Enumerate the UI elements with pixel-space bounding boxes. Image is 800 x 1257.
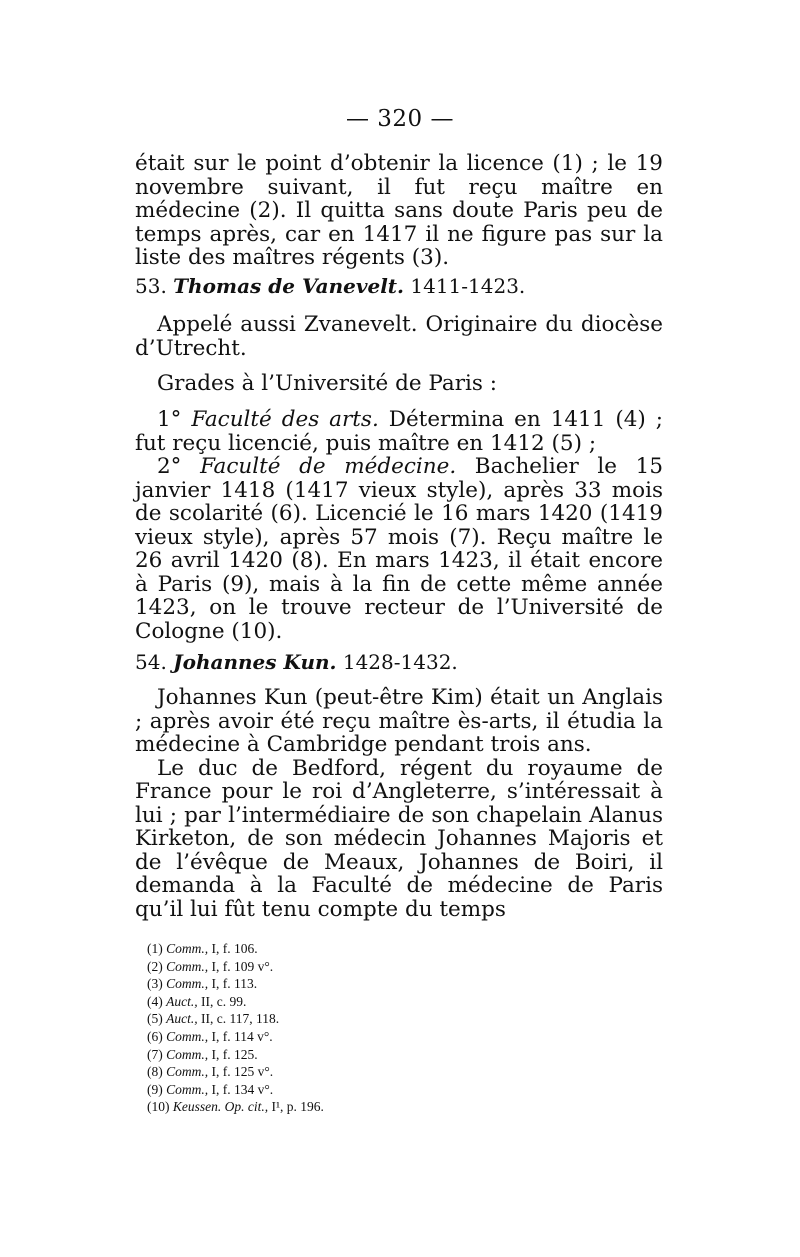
footnote-reference: I, f. 113. bbox=[211, 976, 258, 992]
entry-54-heading bbox=[135, 651, 663, 675]
entry-53-grades-intro: Grades à l’Université de Paris : bbox=[157, 371, 497, 396]
footnote-source: Comm., bbox=[166, 958, 209, 974]
entry-53-origin: Appelé aussi Zvanevelt. Originaire du diocèse d’Utrecht. bbox=[135, 312, 663, 361]
footnote-source: Comm., bbox=[166, 976, 209, 992]
footnote bbox=[147, 940, 324, 958]
entry-53-grades-intro-block bbox=[135, 372, 663, 396]
footnote-reference: I, f. 125. bbox=[211, 1046, 258, 1062]
footnote-source: Comm., bbox=[166, 1046, 209, 1062]
footnote-reference: I, f. 114 v°. bbox=[211, 1028, 273, 1044]
grade-2-faculty: Faculté de médecine. bbox=[200, 454, 457, 479]
footnote-source: Auct., bbox=[166, 1011, 198, 1027]
footnote-number: (1) bbox=[147, 941, 163, 956]
footnote-reference: I, f. 109 v°. bbox=[211, 958, 274, 974]
footnote bbox=[147, 1046, 324, 1064]
footnote-number: (10) bbox=[147, 1099, 170, 1115]
entry-54-name: Johannes Kun. bbox=[173, 650, 337, 674]
footnote bbox=[147, 1010, 324, 1028]
footnote-source: Auct., bbox=[166, 993, 198, 1009]
footnote bbox=[147, 1098, 324, 1116]
entry-54-body bbox=[135, 686, 663, 921]
footnote-reference: I, f. 125 v°. bbox=[211, 1064, 274, 1080]
grade-1-text: Détermina en 1411 (4) ; fut reçu licencié, puis maître en 1412 (5) ; bbox=[135, 407, 663, 456]
footnote-number: (3) bbox=[147, 976, 163, 992]
footnote bbox=[147, 1063, 324, 1081]
intro-block bbox=[135, 152, 663, 270]
footnote-number: (5) bbox=[147, 1011, 163, 1027]
footnote-number: (4) bbox=[147, 993, 163, 1009]
grade-2-text: Bachelier le 15 janvier 1418 (1417 vieux style), après 33 mois de scolarité (6). Licencié le 16 mars 1420 (1419 vieux style), après 57 mois (7). Reçu maître le 26 avril 1420 (8). En mars 1423, il était encore à Paris (9), mais à la fin de cette même année 1423, on le trouve recteur de l’Université de Cologne (10). bbox=[135, 454, 663, 644]
footnote-reference: I, f. 106. bbox=[211, 941, 258, 956]
footnote-source: Comm., bbox=[166, 1064, 209, 1080]
entry-54-number: 54. bbox=[135, 650, 167, 674]
footnote-number: (2) bbox=[147, 958, 163, 974]
footnote bbox=[147, 975, 324, 993]
page-number: — 320 — bbox=[345, 106, 455, 132]
footnote-reference: II, c. 117, 118. bbox=[201, 1011, 280, 1027]
entry-53-number: 53. bbox=[135, 274, 167, 298]
entry-53-origin-block bbox=[135, 313, 663, 360]
entry-53-grade-2 bbox=[135, 455, 663, 643]
grade-1-prefix: 1° bbox=[157, 407, 182, 432]
footnote-reference: I¹, p. 196. bbox=[271, 1099, 324, 1115]
footnote bbox=[147, 1081, 324, 1099]
footnote-source: Comm., bbox=[166, 1028, 209, 1044]
intro-paragraph: était sur le point d’obtenir la licence (1) ; le 19 novembre suivant, il fut reçu maître en médecine (2). Il quitta sans doute Paris peu de temps après, car en 1417 il ne figure pas sur la liste des maîtres régents (3). bbox=[135, 151, 663, 270]
footnote-source: Keussen. Op. cit., bbox=[172, 1099, 269, 1115]
footnote bbox=[147, 1028, 324, 1046]
footnote-source: Comm., bbox=[166, 1081, 209, 1097]
footnotes bbox=[147, 940, 324, 1116]
footnote-reference: II, c. 99. bbox=[201, 993, 247, 1009]
footnote-source: Comm., bbox=[166, 941, 209, 956]
footnote bbox=[147, 993, 324, 1011]
footnote-number: (6) bbox=[147, 1028, 163, 1044]
entry-53-heading bbox=[135, 275, 663, 299]
grade-1-faculty: Faculté des arts. bbox=[191, 407, 379, 432]
footnote-number: (9) bbox=[147, 1081, 163, 1097]
entry-53-dates: 1411-1423. bbox=[410, 274, 526, 298]
entry-53-grade-1 bbox=[135, 408, 663, 455]
entry-54-dates: 1428-1432. bbox=[342, 650, 458, 674]
entry-53-grade-2-block bbox=[135, 455, 663, 643]
grade-2-prefix: 2° bbox=[157, 454, 182, 479]
entry-53-grade-1-block bbox=[135, 408, 663, 455]
entry-54-paragraph-2: Le duc de Bedford, régent du royaume de France pour le roi d’Angleterre, s’intéressait à lui ; par l’intermédiaire de son chapelain Alanus Kirketon, de son médecin Johannes Majoris et de l’évêque de Meaux, Johannes de Boiri, il demanda à la Faculté de médecine de Paris qu’il lui fût tenu compte du temps bbox=[135, 755, 663, 922]
entry-53-name: Thomas de Vanevelt. bbox=[173, 274, 405, 298]
footnote-number: (8) bbox=[147, 1064, 163, 1080]
footnote-reference: I, f. 134 v°. bbox=[211, 1081, 274, 1097]
footnote bbox=[147, 958, 324, 976]
footnote-number: (7) bbox=[147, 1046, 163, 1062]
entry-54-paragraph-1: Johannes Kun (peut-être Kim) était un Anglais ; après avoir été reçu maître ès-arts, il étudia la médecine à Cambridge pendant trois ans. bbox=[135, 685, 663, 757]
